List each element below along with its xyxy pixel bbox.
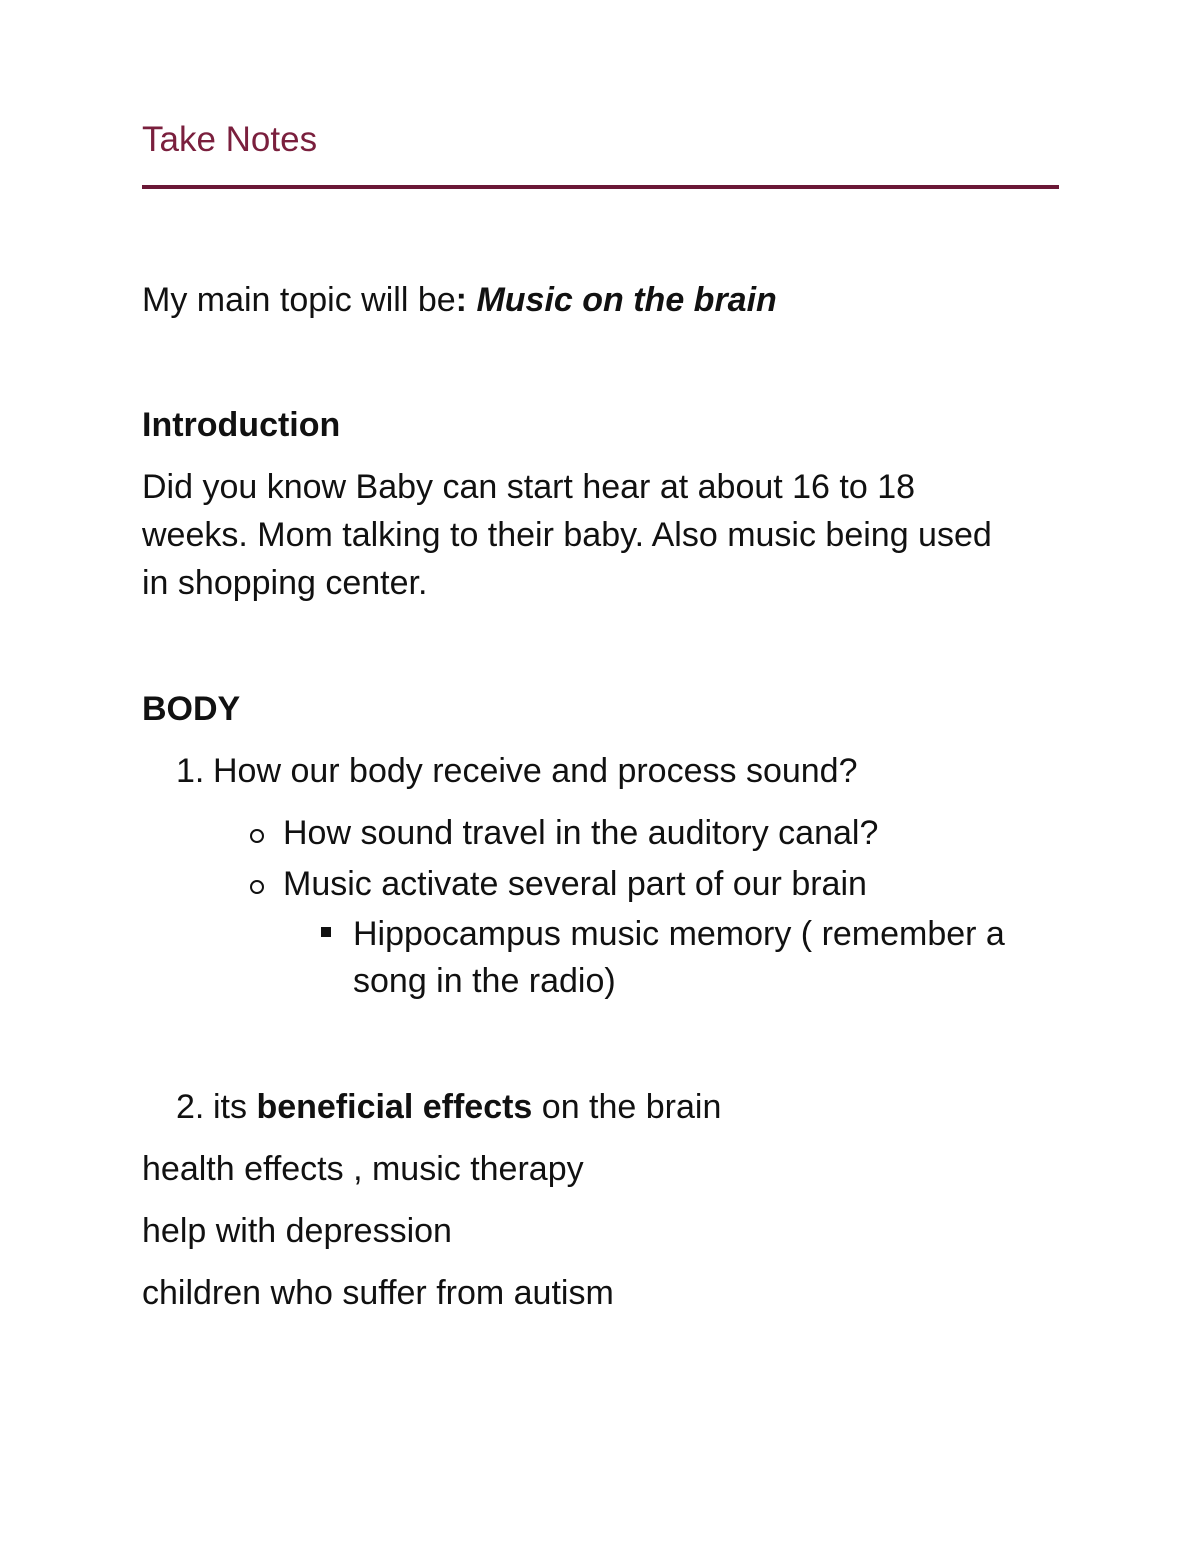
item2-bold: beneficial effects	[256, 1088, 533, 1126]
sub-list-item: Music activate several part of our brain	[283, 865, 867, 903]
hollow-circle-bullet-icon	[250, 880, 264, 894]
hollow-circle-bullet-icon	[250, 829, 264, 843]
list-item-text: How our body receive and process sound?	[213, 752, 858, 790]
list-number: 2.	[176, 1088, 205, 1126]
page-title: Take Notes	[142, 120, 318, 159]
sub-sub-list-item: song in the radio)	[353, 962, 616, 1000]
item2-post: on the brain	[532, 1088, 722, 1126]
list-number: 1.	[176, 752, 205, 790]
list-item-text	[213, 1085, 721, 1129]
topic-label: My main topic will be	[142, 281, 456, 319]
note-line: children who suffer from autism	[142, 1274, 614, 1312]
topic-value: Music on the brain	[476, 281, 777, 319]
sub-sub-list-item: Hippocampus music memory ( remember a	[353, 915, 1005, 953]
intro-line: weeks. Mom talking to their baby. Also music being used	[142, 516, 992, 554]
title-divider	[142, 185, 1059, 189]
sub-list-item: How sound travel in the auditory canal?	[283, 814, 879, 852]
intro-line: Did you know Baby can start hear at about 16 to 18	[142, 468, 916, 506]
introduction-heading: Introduction	[142, 406, 341, 444]
body-heading: BODY	[142, 690, 241, 728]
topic-colon: :	[455, 281, 467, 319]
main-topic-line	[142, 278, 777, 322]
intro-line: in shopping center.	[142, 564, 428, 602]
item2-pre: its	[213, 1088, 257, 1126]
note-line: help with depression	[142, 1212, 452, 1250]
square-bullet-icon	[321, 927, 331, 937]
note-line: health effects , music therapy	[142, 1150, 584, 1188]
